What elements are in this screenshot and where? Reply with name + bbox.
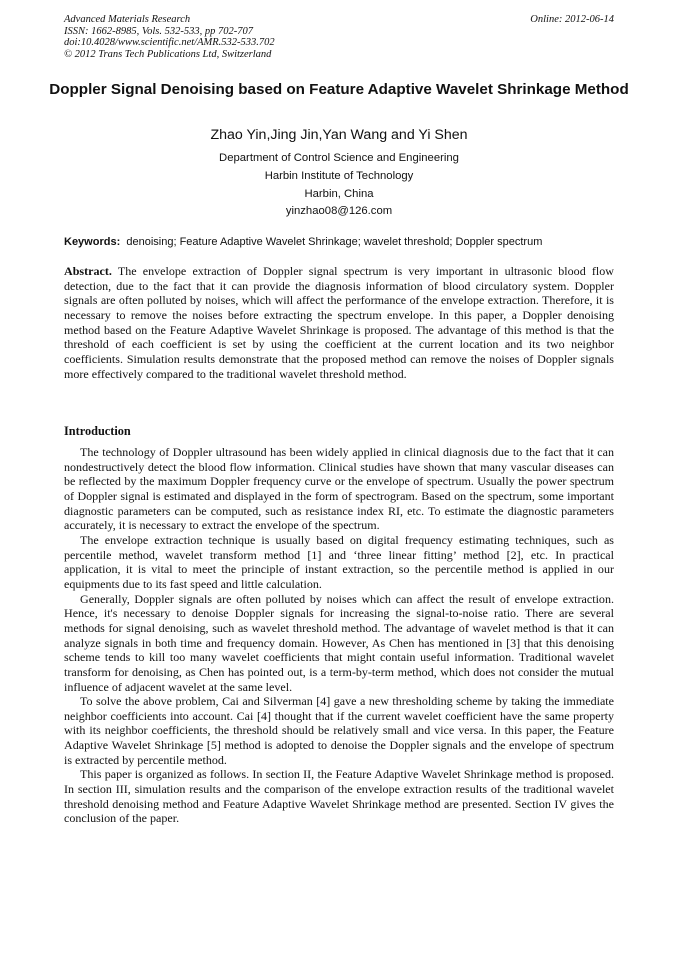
introduction-body [64,445,614,826]
abstract-text: The envelope extraction of Doppler signal spectrum is very important in ultrasonic blood flow detection, due to the fact that it can provide the diagnosis information of blood circulatory system. Doppler signals are often polluted by noises, which will affect the performance of the envelope extraction. Therefore, it is necessary to remove the noises before extracting the spectrum envelope. In this paper, a Doppler denoising method based on the Feature Adaptive Wavelet Shrinkage is proposed. The advantage of this method is that the threshold of each coefficient is set by using the coefficient at the current location and its two neighbor coefficients. Simulation results demonstrate that the proposed method can remove the noises of Doppler signals more effectively compared to the traditional wavelet threshold method. [64,264,615,381]
affiliation-block [40,150,638,221]
author-email: yinzhao08@126.com [285,205,393,218]
intro-paragraph: This paper is organized as follows. In section II, the Feature Adaptive Wavelet Shrinkage method is proposed. In section III, simulation results and the comparison of the envelope extraction results of the traditional wavelet threshold denoising method and Feature Adaptive Wavelet Shrinkage method are presented. Section IV gives the conclusion of the paper. [64,767,614,826]
abstract-label: Abstract. [64,264,112,278]
intro-paragraph: To solve the above problem, Cai and Silverman [4] gave a new thresholding scheme by taking the immediate neighbor coefficients into account. Cai [4] thought that if the current wavelet coefficient have the same property with its neighbor coefficients, the threshold should be relatively small and vice versa. In this paper, the Feature Adaptive Wavelet Shrinkage [5] method is adopted to denoise the Doppler signals and the envelope of spectrum is extracted by percentile method. [64,694,614,767]
intro-paragraph: The envelope extraction technique is usually based on digital frequency estimating techniques, such as percentile method, wavelet transform method [1] and ‘three linear fitting’ method [2], etc. In practical application, it is vital to meet the principle of instant extraction, so the percentile method is applied in our equipments due to its fast speed and little calculation. [64,532,614,591]
intro-paragraph: The technology of Doppler ultrasound has been widely applied in clinical diagnosis due to the fact that it can nondestructively detect the blood flow information. Clinical studies have shown that many vascular diseases can be reflected by the maximum Doppler frequency curve or the envelope of spectrum. Usually the power spectrum of Doppler signal is estimated and displayed in the form of spectrogram. Based on the spectrum, some important diagnostic parameters can be computed, such as resistance index RI, etc. To estimate the diagnostic parameters accurately, it is necessary to extract the envelope of the spectrum. [64,445,614,533]
affiliation-institute: Harbin Institute of Technology [264,169,414,182]
author-list: Zhao Yin,Jing Jin,Yan Wang and Yi Shen [210,127,468,143]
issn-line: ISSN: 1662-8985, Vols. 532-533, pp 702-707 [64,25,253,37]
affiliation-city: Harbin, China [304,187,374,200]
doi-line: doi:10.4028/www.scientific.net/AMR.532-533.702 [64,37,275,48]
copyright-line: © 2012 Trans Tech Publications Ltd, Switzerland [64,48,272,60]
online-date: Online: 2012-06-14 [530,14,614,25]
intro-paragraph: Generally, Doppler signals are often polluted by noises which can affect the result of envelope extraction. Hence, it's necessary to denoise Doppler signals for increasing the signal-to-noise ratio. There are several methods for signal denoising, such as wavelet threshold method. The advantage of wavelet method is that it can analyze signals in both time and frequency domain. However, As Chen has mentioned in [3] that this denoising scheme tends to kill too many wavelet coefficients that might contain useful information. Traditional wavelet transform for denoising, as Chen has pointed out, is a term-by-term method, which does not consider the mutual influence of adjacent wavelet at the same level. [64,591,614,694]
journal-name: Advanced Materials Research [64,14,191,25]
publication-header [64,14,614,60]
keywords-line [64,235,620,249]
keywords-text: denoising; Feature Adaptive Wavelet Shrinkage; wavelet threshold; Doppler spectrum [126,236,543,248]
affiliation-department: Department of Control Science and Engineering [219,152,459,164]
abstract-block [64,264,614,381]
paper-title: Doppler Signal Denoising based on Feature Adaptive Wavelet Shrinkage Method [49,81,629,98]
keywords-label: Keywords: [64,236,121,248]
section-heading-introduction: Introduction [64,424,131,438]
